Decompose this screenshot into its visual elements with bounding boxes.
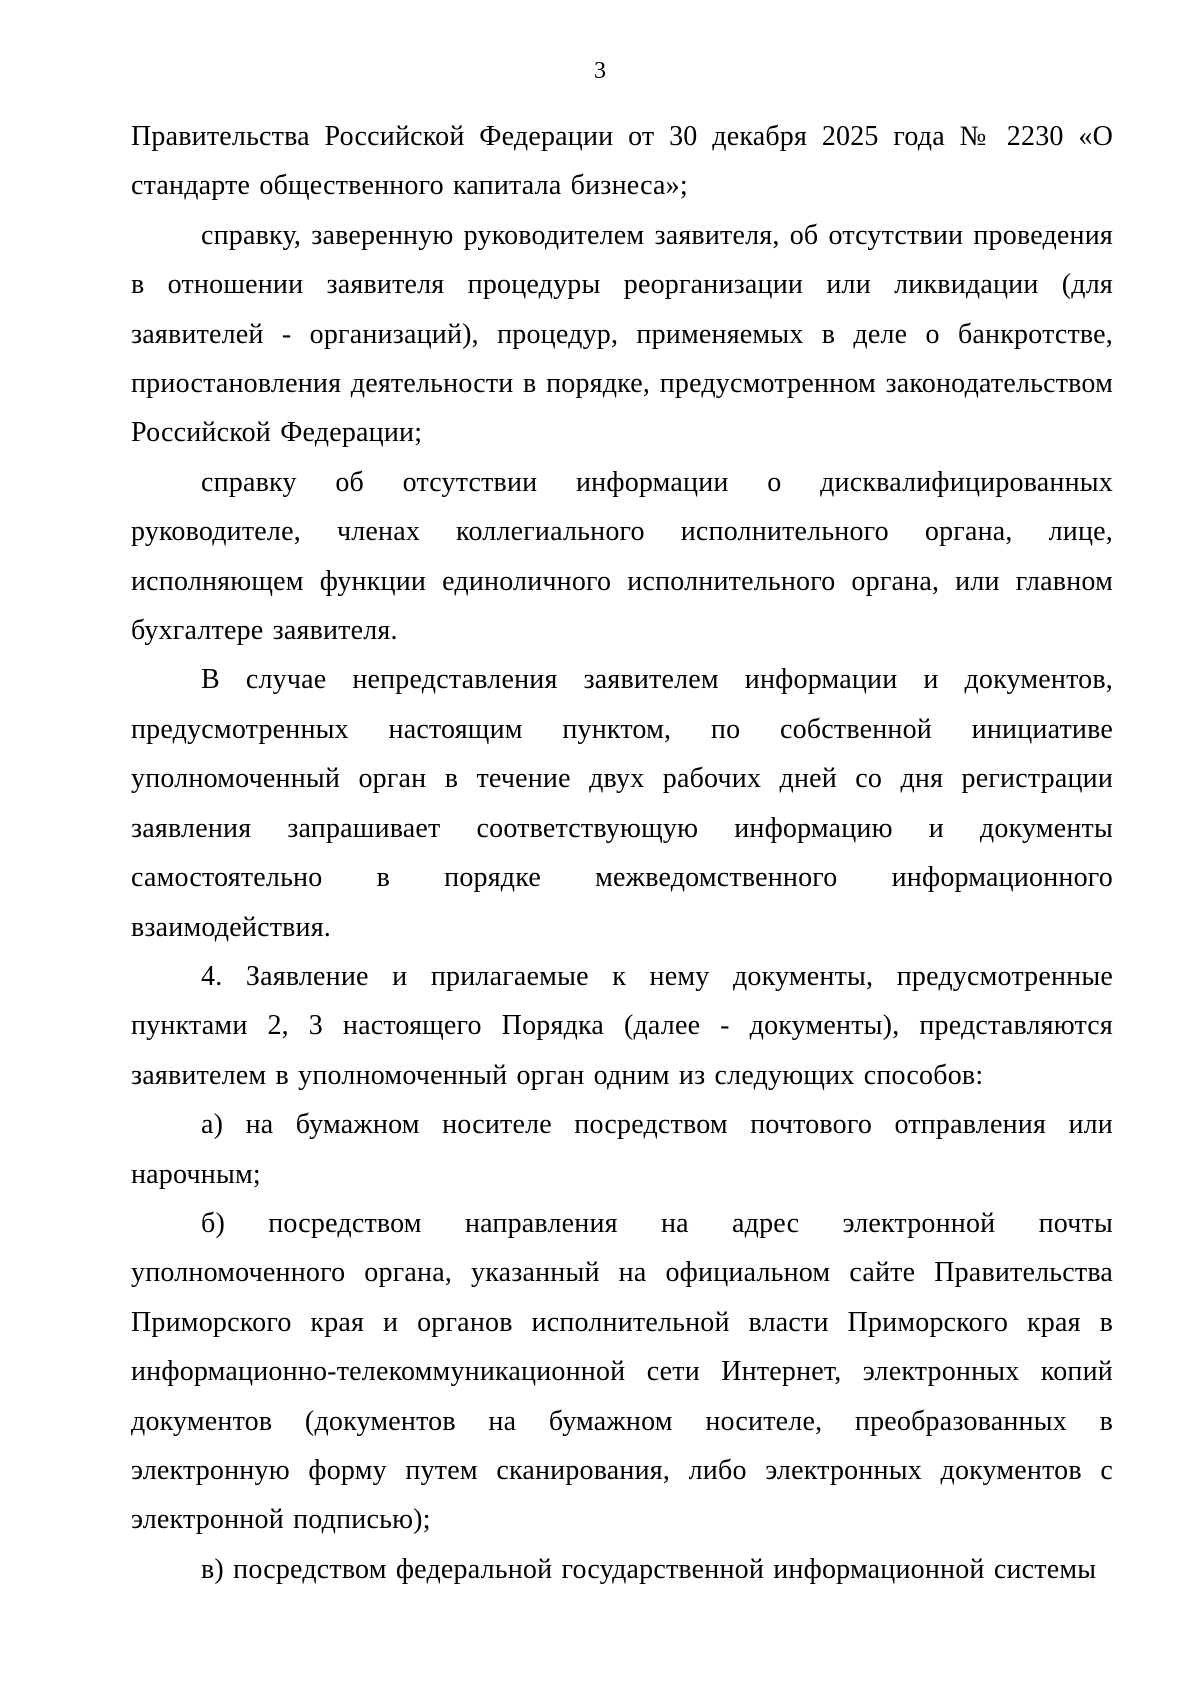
page-number: 3 bbox=[594, 58, 606, 84]
paragraph-disqualification-certificate: справку об отсутствии информации о дисквалифицированных руководителе, членах коллегиального исполнительного органа, лице, исполняющем функции единоличного исполнительного органа, или главном бухгалтере заявителя. bbox=[131, 466, 1113, 647]
paragraph-resolution-reference: Правительства Российской Федерации от 30 декабря 2025 года № 2230 «О стандарте общественного капитала бизнеса»; bbox=[131, 121, 1113, 202]
paragraph-reorganization-certificate: справку, заверенную руководителем заявителя, об отсутствии проведения в отношении заявителя процедуры реорганизации или ликвидации (для заявителей - организаций), процедур, применяемых в деле о банкротстве, приостановления деятельности в порядке, предусмотренном законодательством Российской Федерации; bbox=[131, 219, 1113, 449]
paragraph-item-4: 4. Заявление и прилагаемые к нему документы, предусмотренные пунктами 2, 3 настоящего Порядка (далее - документы), представляются заявителем в уполномоченный орган одним из следующих способов: bbox=[131, 960, 1113, 1091]
document-body bbox=[131, 112, 1113, 1594]
paragraph-item-4a: а) на бумажном носителе посредством почтового отправления или нарочным; bbox=[131, 1109, 1113, 1190]
paragraph-item-4b: б) посредством направления на адрес электронной почты уполномоченного органа, указанный на официальном сайте Правительства Приморского края и органов исполнительной власти Приморского края в информационно-телекоммуникационной сети Интернет, электронных копий документов (документов на бумажном носителе, преобразованных в электронную форму путем сканирования, либо электронных документов с электронной подписью); bbox=[131, 1207, 1113, 1536]
paragraph-item-4c: в) посредством федеральной государственной информационной системы bbox=[201, 1553, 1097, 1585]
paragraph-interagency-request: В случае непредставления заявителем информации и документов, предусмотренных настоящим пунктом, по собственной инициативе уполномоченный орган в течение двух рабочих дней со дня регистрации заявления запрашивает соответствующую информацию и документы самостоятельно в порядке межведомственного информационного взаимодействия. bbox=[131, 664, 1113, 943]
